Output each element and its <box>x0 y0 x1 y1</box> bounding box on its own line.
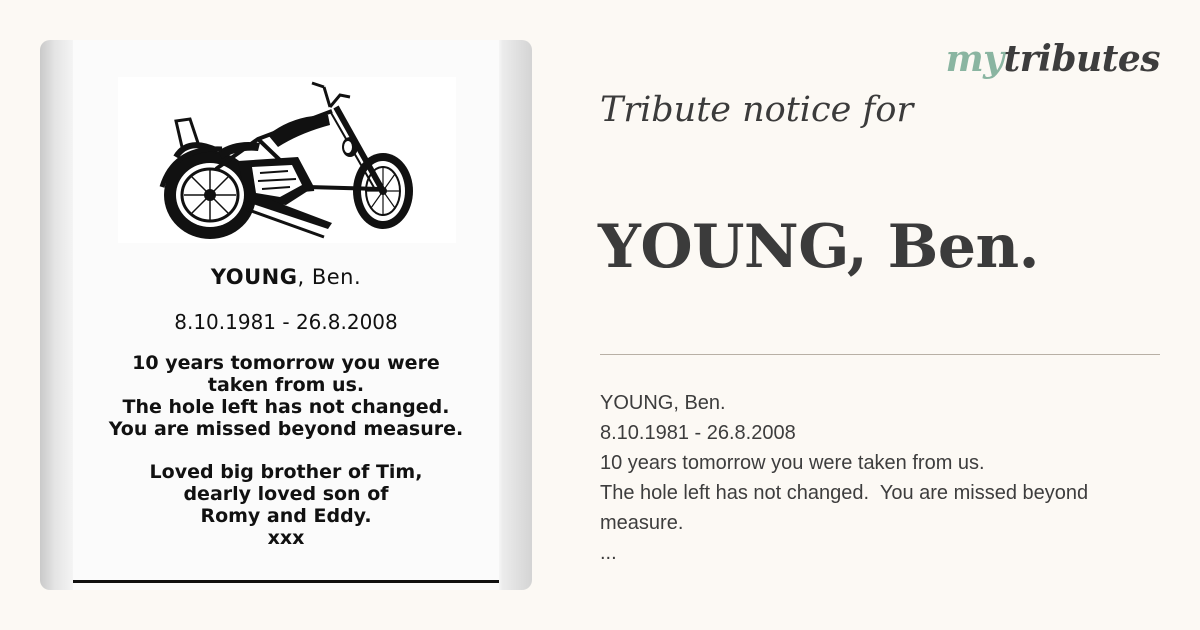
excerpt-line: The hole left has not changed. You are missed beyond <box>600 482 1089 504</box>
notice-family-line: Loved big brother of Tim, <box>149 461 423 483</box>
excerpt-line: 8.10.1981 - 26.8.2008 <box>600 422 796 444</box>
notice-message-line: taken from us. <box>207 374 365 396</box>
notice-bottom-rule <box>73 580 499 583</box>
notice-message-line: The hole left has not changed. <box>122 396 450 418</box>
notice-message <box>73 352 499 440</box>
page-title: YOUNG, Ben. <box>598 212 1040 282</box>
notice-surname: YOUNG <box>210 265 298 289</box>
divider <box>600 354 1160 355</box>
excerpt-ellipsis: ... <box>600 542 617 564</box>
notice-dates: 8.10.1981 - 26.8.2008 <box>174 310 398 334</box>
excerpt-line: 10 years tomorrow you were taken from us. <box>600 452 985 474</box>
notice-paper <box>73 40 499 590</box>
logo-my: my <box>945 38 1004 80</box>
motorcycle-illustration <box>118 77 456 243</box>
excerpt-line: measure. <box>600 512 684 534</box>
mytributes-logo[interactable] <box>946 38 1160 80</box>
motorcycle-icon <box>118 77 456 243</box>
notice-family-line: dearly loved son of <box>183 483 389 505</box>
logo-tributes: tributes <box>1003 38 1160 80</box>
notice-family <box>73 461 499 549</box>
notice-message-line: You are missed beyond measure. <box>108 418 464 440</box>
notice-name <box>73 265 499 289</box>
notice-family-line: xxx <box>267 527 305 549</box>
notice-image <box>40 40 532 590</box>
notice-excerpt <box>600 388 1160 568</box>
excerpt-line: YOUNG, Ben. <box>600 392 726 414</box>
notice-given-name: , Ben. <box>297 265 362 289</box>
notice-family-line: Romy and Eddy. <box>200 505 372 527</box>
notice-message-line: 10 years tomorrow you were <box>132 352 440 374</box>
tribute-kicker: Tribute notice for <box>600 90 914 130</box>
